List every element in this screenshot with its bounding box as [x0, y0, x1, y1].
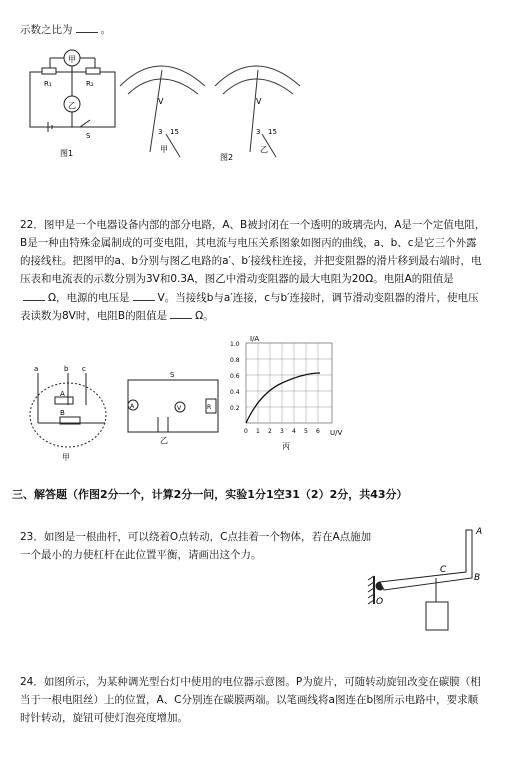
top-prefix: 示数之比为: [20, 24, 73, 36]
q22-line-5: [20, 290, 479, 305]
meter-left-scale-15: 15: [170, 128, 179, 136]
terminal-a: a: [34, 365, 39, 373]
answer-blank[interactable]: [23, 290, 45, 301]
figure-jia-yi-bing: [20, 335, 360, 465]
xtick-2: 2: [268, 428, 272, 435]
answer-blank[interactable]: [170, 308, 192, 319]
ytick-3: 0.6: [230, 373, 240, 380]
q22-line6-a: 表读数为8V时，电阻B的阻值是: [20, 310, 168, 322]
r1-label: R₁: [44, 80, 52, 88]
q23-line-1: 23．如图是一根曲杆，可以绕着O点转动，C点挂着一个物体，若在A点施加: [20, 531, 372, 543]
xtick-5: 5: [304, 428, 308, 435]
graph-xlabel: U/V: [330, 429, 343, 437]
meter-right-v: V: [256, 97, 262, 106]
answer-blank[interactable]: [76, 22, 98, 33]
resistor-a-label: A: [60, 390, 65, 398]
meter-right-scale-3: 3: [256, 128, 261, 136]
meter-right-label: 乙: [260, 145, 268, 154]
label-jia: 甲: [62, 453, 70, 462]
xtick-1: 1: [256, 428, 260, 435]
label-yi: 乙: [160, 436, 168, 445]
lever-figure: [366, 524, 506, 644]
q22-line6-b: Ω。: [195, 310, 214, 322]
graph-grid: [246, 343, 332, 423]
meter-left-scale-3: 3: [158, 128, 163, 136]
q24-line-2: 当于一根电阻丝）上的位置，A、C分别连在碳膜两端。以笔画线将a图连在b图所示电路中，要求顺: [20, 694, 479, 706]
terminal-c: c: [82, 365, 86, 373]
device-yi-label: 乙: [68, 101, 76, 110]
q24-line-1: 24．如图所示，为某种调光型台灯中使用的电位器示意图。P为旋片，可随转动旋钮改变在碳膜（相: [20, 676, 481, 688]
xtick-3: 3: [280, 428, 284, 435]
figure-circuit-meters: [20, 42, 320, 172]
lever-label-C: C: [440, 565, 447, 575]
r2-label: R₂: [86, 80, 94, 88]
q22-line5-a: Ω，电源的电压是: [48, 292, 130, 304]
section-3-header: 三、解答题（作图2分一个，计算2分一问，实验1分1空31（2）2分，共43分）: [12, 488, 408, 501]
graph-ylabel: I/A: [250, 335, 260, 343]
resistor-b-label: B: [60, 409, 65, 417]
ytick-1: 1.0: [230, 341, 240, 348]
ytick-2: 0.8: [230, 357, 240, 364]
q23-line-2: 一个最小的力使杠杆在此位置平衡，请画出这个力。: [20, 549, 262, 561]
voltmeter-label: V: [177, 405, 182, 412]
xtick-6: 6: [316, 428, 320, 435]
caption-fig1: 图1: [60, 149, 74, 158]
device-jia-label: 甲: [68, 55, 76, 64]
ammeter-label: A: [130, 403, 135, 410]
q24-line-3: 时针转动，旋钮可使灯泡亮度增加。: [20, 712, 188, 724]
switch-s-label: S: [170, 371, 175, 379]
graph-curve: [246, 373, 320, 423]
meter-right-scale-15: 15: [268, 128, 277, 136]
label-bing: 丙: [282, 442, 290, 451]
rheostat-label: R: [207, 404, 212, 411]
ytick-5: 0.2: [230, 405, 240, 412]
caption-fig2: 图2: [220, 153, 234, 162]
top-fill-line: [20, 22, 111, 37]
answer-blank[interactable]: [133, 290, 155, 301]
meter-left-v: V: [158, 97, 164, 106]
terminal-b: b: [64, 365, 69, 373]
top-suffix: 。: [100, 24, 111, 36]
lever-label-A: A: [476, 527, 483, 537]
lever-label-B: B: [474, 573, 481, 583]
xtick-4: 4: [292, 428, 296, 435]
xtick-0: 0: [244, 428, 248, 435]
ytick-4: 0.4: [230, 389, 240, 396]
q22-line5-b: V。当接线b与a′连接，c与b′连接时，调节滑动变阻器的滑片，使电压: [157, 292, 479, 304]
meter-left-label: 甲: [160, 145, 168, 154]
q22-line-1: 22．图甲是一个电器设备内部的部分电路，A、B被封闭在一个透明的玻璃壳内，A是一个定值电阻，: [20, 219, 486, 231]
q22-line-3: 的接线柱。把图甲的a、b分别与图乙电路的a′、b′接线柱连接，并把变阻器的滑片移到最右端时，电: [20, 255, 482, 267]
lever-label-O: O: [376, 597, 384, 607]
q22-line-4: 压表和电流表的示数分别为3V和0.3A，图乙中滑动变阻器的最大电阻为20Ω。电阻A的阻值是: [20, 273, 454, 285]
q22-line-6: [20, 308, 214, 323]
q22-line-2: B是一种由特殊金属制成的可变电阻，其电流与电压关系图象如图丙的曲线，a、b、c是它三个外露: [20, 237, 477, 249]
switch-label: S: [86, 132, 91, 140]
